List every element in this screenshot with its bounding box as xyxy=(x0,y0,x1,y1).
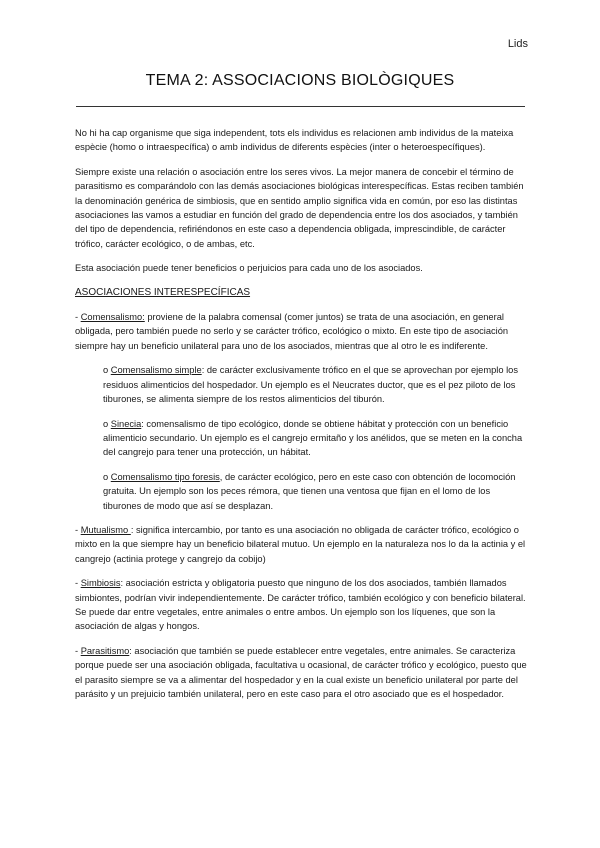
term-mutualismo: Mutualismo xyxy=(80,524,131,535)
document-body xyxy=(75,126,527,711)
header-watermark-text: Lids xyxy=(507,38,528,50)
item-simbiosis xyxy=(75,576,527,634)
subitem-comensalismo-simple xyxy=(103,363,527,406)
definition-comensalismo-simple: : de carácter exclusivamente trófico en el que se aprovechan por ejemplo los residuos alimenticios del hospedador. Un ejemplo es el Neucrates ductor, que es el pez piloto de los tiburones, se alimenta siempre de los restos alimenticios del tiburón. xyxy=(103,365,518,405)
term-simbiosis: Simbiosis xyxy=(80,578,121,589)
definition-sinecia: : comensalismo de tipo ecológico, donde se obtiene hábitat y protección con un beneficio alimenticio secundario. Un ejemplo es el cangrejo ermitaño y los anélidos, que se meten en la concha del cangrejo para tener una protección, un hábitat. xyxy=(103,418,523,458)
subitem-sinecia xyxy=(103,417,527,460)
term-comensalismo: Comensalismo: xyxy=(80,312,145,323)
term-sinecia: Sinecia xyxy=(110,418,142,429)
item-parasitismo xyxy=(75,644,527,702)
title-divider xyxy=(76,106,525,107)
definition-comensalismo: proviene de la palabra comensal (comer juntos) se trata de una asociación, en general obligada, pero también puede no serlo y se carácter trófico, ecológico o mixto. En este tipo de asociación siempre hay un beneficio unilateral para uno de los asociados, mientras que al otro le es indiferente. xyxy=(75,312,509,351)
term-foresis: Comensalismo tipo foresis xyxy=(110,471,220,482)
item-prefix: - xyxy=(75,578,81,589)
definition-simbiosis: : asociación estricta y obligatoria puesto que ninguno de los dos asociados, también llamados simbiontes, podrían vivir independientemente. De carácter trófico, también ecológico y con beneficio bilateral. Se puede dar entre vegetales, entre animales o entre ambos. Un ejemplo son los líquenes, que son la asociación de algas y hongos. xyxy=(75,578,526,632)
item-prefix: - xyxy=(75,524,81,535)
paragraph-benefits: Esta asociación puede tener beneficios o perjuicios para cada uno de los asociados. xyxy=(75,263,423,274)
item-comensalismo xyxy=(75,310,527,353)
subitem-bullet: o xyxy=(103,471,111,482)
term-parasitismo: Parasitismo xyxy=(80,645,130,656)
page-title: TEMA 2: ASSOCIACIONS BIOLÒGIQUES xyxy=(145,72,455,89)
item-mutualismo xyxy=(75,523,527,566)
term-comensalismo-simple: Comensalismo simple xyxy=(110,365,202,376)
subitem-bullet: o xyxy=(103,365,111,376)
subitem-foresis xyxy=(103,470,527,513)
paragraph-intro-spanish: Siempre existe una relación o asociación entre los seres vivos. La mejor manera de concebir el término de parasitismo es comparándolo con las demás asociaciones biológicas interespecíficas. Estas reciben también la denominación genérica de simbiosis, que en sentido amplio significa vida en común, por eso las distintas asociaciones las vamos a estudiar en función del grado de dependencia entre los dos asociados, y también del tipo de dependencia, refiriéndonos en este caso a dependencia obligada, imprescindible, de carácter trófico, carácter ecológico, o de ambas, etc. xyxy=(75,166,524,249)
definition-parasitismo: : asociación que también se puede establecer entre vegetales, entre animales. Se caracteriza porque puede ser una asociación obligada, facultativa u ocasional, de carácter trófico y ecológico, puesto que el parasito siempre se va a alimentar del hospedador y en la cual existe un beneficio unilateral por parte del parásito y un prejuicio también unilateral, pero en este caso para el otro asociado que es el hospedador. xyxy=(75,645,527,699)
definition-mutualismo: : significa intercambio, por tanto es una asociación no obligada de carácter trófico, ecológico o mixto en la que siempre hay un beneficio bilateral mutuo. Un ejemplo en la naturaleza nos lo da la actinia y el cangrejo (actinia protege y cangrejo da cobijo) xyxy=(75,524,526,564)
section-heading: ASOCIACIONES INTERESPECÍFICAS xyxy=(75,286,251,298)
item-prefix: - xyxy=(75,312,81,323)
comensalismo-subtypes xyxy=(75,363,527,513)
definition-foresis: , de carácter ecológico, pero en este caso con obtención de locomoción gratuita. Un ejemplo son los peces rémora, que tienen una ventosa que fijan en el lomo de los tiburones de modo que así se desplazan. xyxy=(103,471,516,511)
paragraph-intro-catalan: No hi ha cap organisme que siga independent, tots els individus es relacionen amb individus de la mateixa espècie (homo o intraespecífica) o amb individus de diferents espècies (inter o heteroespecífiques). xyxy=(75,128,514,153)
subitem-bullet: o xyxy=(103,418,111,429)
item-prefix: - xyxy=(75,645,81,656)
